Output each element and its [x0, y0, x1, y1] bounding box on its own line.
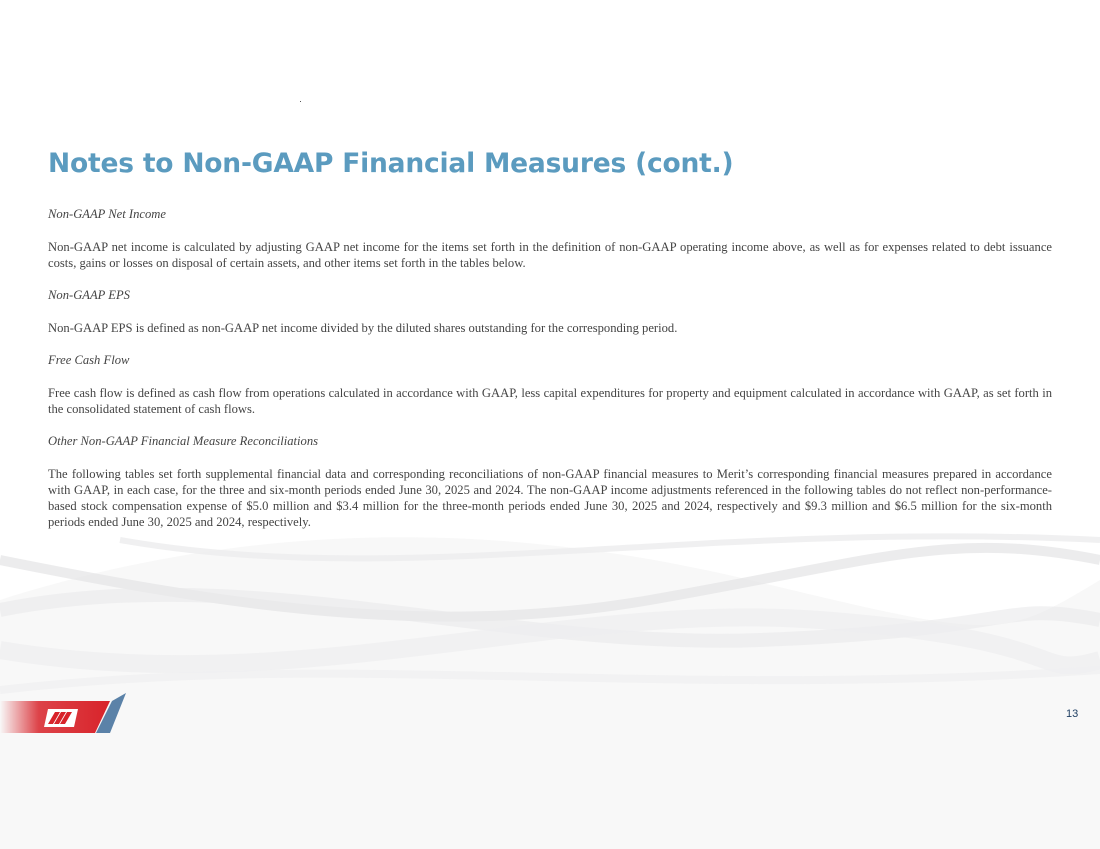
section-non-gaap-eps: [48, 287, 1052, 336]
section-heading: Free Cash Flow: [48, 353, 130, 367]
section-non-gaap-net-income: [48, 206, 1052, 271]
merit-logo-icon: [0, 693, 130, 735]
section-body: Free cash flow is defined as cash flow from operations calculated in accordance with GAAP, less capital expenditures for property and equipment calculated in accordance with GAAP, as set forth in the consolidated statement of cash flows.: [48, 386, 1052, 416]
decorative-dot: [300, 101, 301, 102]
section-heading: Other Non-GAAP Financial Measure Reconciliations: [48, 434, 319, 448]
section-body: The following tables set forth supplemental financial data and corresponding reconciliations of non-GAAP financial measures to Merit’s corresponding financial measures prepared in accordance with GAAP, in each case, for the three and six-month periods ended June 30, 2025 and 2024. The non-GAAP income adjustments referenced in the following tables do not reflect non-performance-based stock compensation expense of $5.0 million and $3.4 million for the three-month periods ended June 30, 2025 and 2024, respectively and $9.3 million and $6.5 million for the six-month periods ended June 30, 2025 and 2024, respectively.: [48, 467, 1052, 529]
section-other-reconciliations: [48, 433, 1052, 530]
page-number: 13: [1066, 708, 1079, 720]
section-body: Non-GAAP net income is calculated by adjusting GAAP net income for the items set forth in the definition of non-GAAP operating income above, as well as for expenses related to debt issuance costs, gains or losses on disposal of certain assets, and other items set forth in the tables below.: [48, 240, 1052, 270]
section-free-cash-flow: [48, 352, 1052, 417]
page-title: Notes to Non-GAAP Financial Measures (cont.): [48, 148, 734, 179]
section-heading: Non-GAAP Net Income: [48, 207, 166, 221]
notes-content: [48, 206, 1052, 546]
section-heading: Non-GAAP EPS: [48, 288, 130, 302]
section-body: Non-GAAP EPS is defined as non-GAAP net income divided by the diluted shares outstanding for the corresponding period.: [48, 321, 678, 335]
